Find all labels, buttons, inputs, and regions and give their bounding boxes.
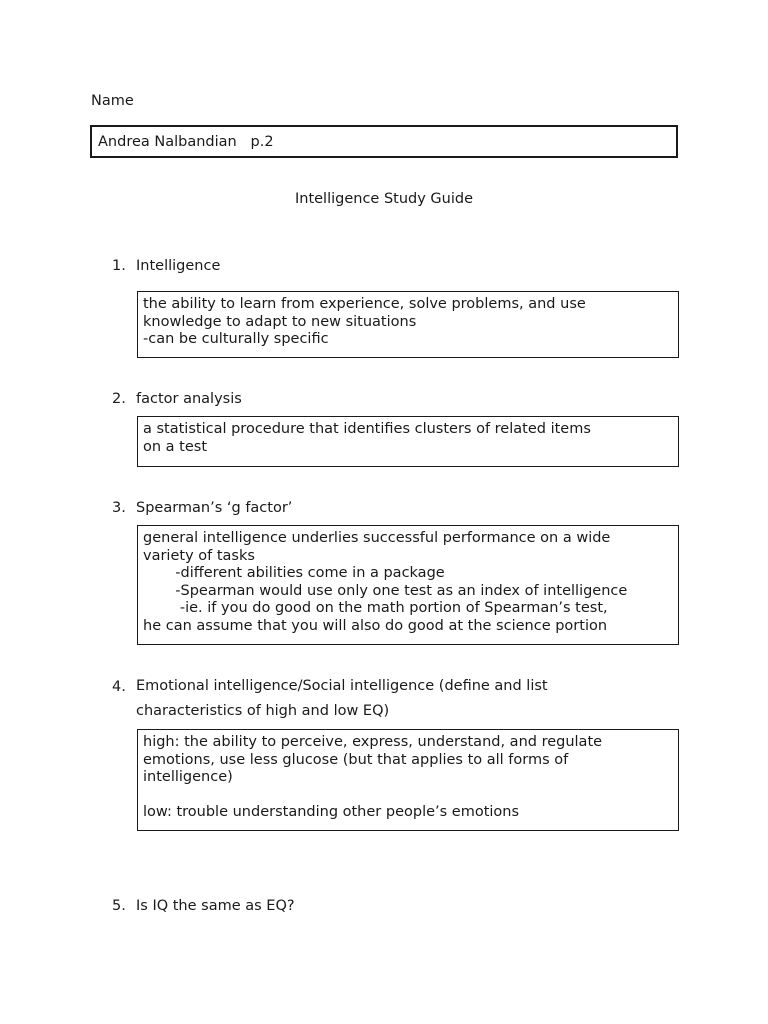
answer-line: intelligence)	[143, 769, 233, 785]
answer-line: high: the ability to perceive, express, understand, and regulate	[143, 734, 603, 750]
answer-line: general intelligence underlies successful performance on a wide	[143, 530, 611, 546]
name-label: Name	[91, 93, 134, 109]
name-field[interactable]: Andrea Nalbandian p.2	[90, 125, 678, 158]
question-number: 1.	[112, 258, 126, 274]
answer-box[interactable]	[137, 525, 679, 645]
question-number: 4.	[112, 679, 126, 695]
answer-line: -Spearman would use only one test as an index of intelligence	[143, 582, 628, 599]
answer-line: a statistical procedure that identifies clusters of related items	[143, 421, 591, 437]
question-number: 2.	[112, 391, 126, 407]
answer-line	[143, 787, 673, 805]
question-number: 3.	[112, 500, 126, 516]
answer-line: knowledge to adapt to new situations	[143, 313, 417, 330]
answer-box[interactable]	[137, 416, 679, 467]
question-prompt: Emotional intelligence/Social intelligence (define and list characteristics of high and low EQ)	[136, 678, 548, 719]
answer-line: he can assume that you will also do good at the science portion	[143, 617, 608, 634]
answer-line: on a test	[143, 438, 208, 455]
answer-line: -can be culturally specific	[143, 331, 329, 347]
question-prompt: factor analysis	[136, 391, 242, 407]
document-title: Intelligence Study Guide	[294, 191, 474, 207]
answer-line: the ability to learn from experience, solve problems, and use	[143, 296, 586, 312]
answer-line: emotions, use less glucose (but that applies to all forms of	[143, 751, 569, 768]
answer-box[interactable]	[137, 291, 679, 358]
question-prompt: Intelligence	[136, 258, 221, 274]
answer-line: -different abilities come in a package	[143, 565, 445, 581]
answer-box[interactable]	[137, 729, 679, 831]
answer-line: variety of tasks	[143, 547, 255, 564]
answer-line: -ie. if you do good on the math portion of Spearman’s test,	[143, 600, 608, 616]
question-prompt: Is IQ the same as EQ?	[136, 898, 295, 914]
question-number: 5.	[112, 898, 126, 914]
question-prompt: Spearman’s ‘g factor’	[136, 500, 293, 516]
answer-line: low: trouble understanding other people’s emotions	[143, 804, 520, 820]
